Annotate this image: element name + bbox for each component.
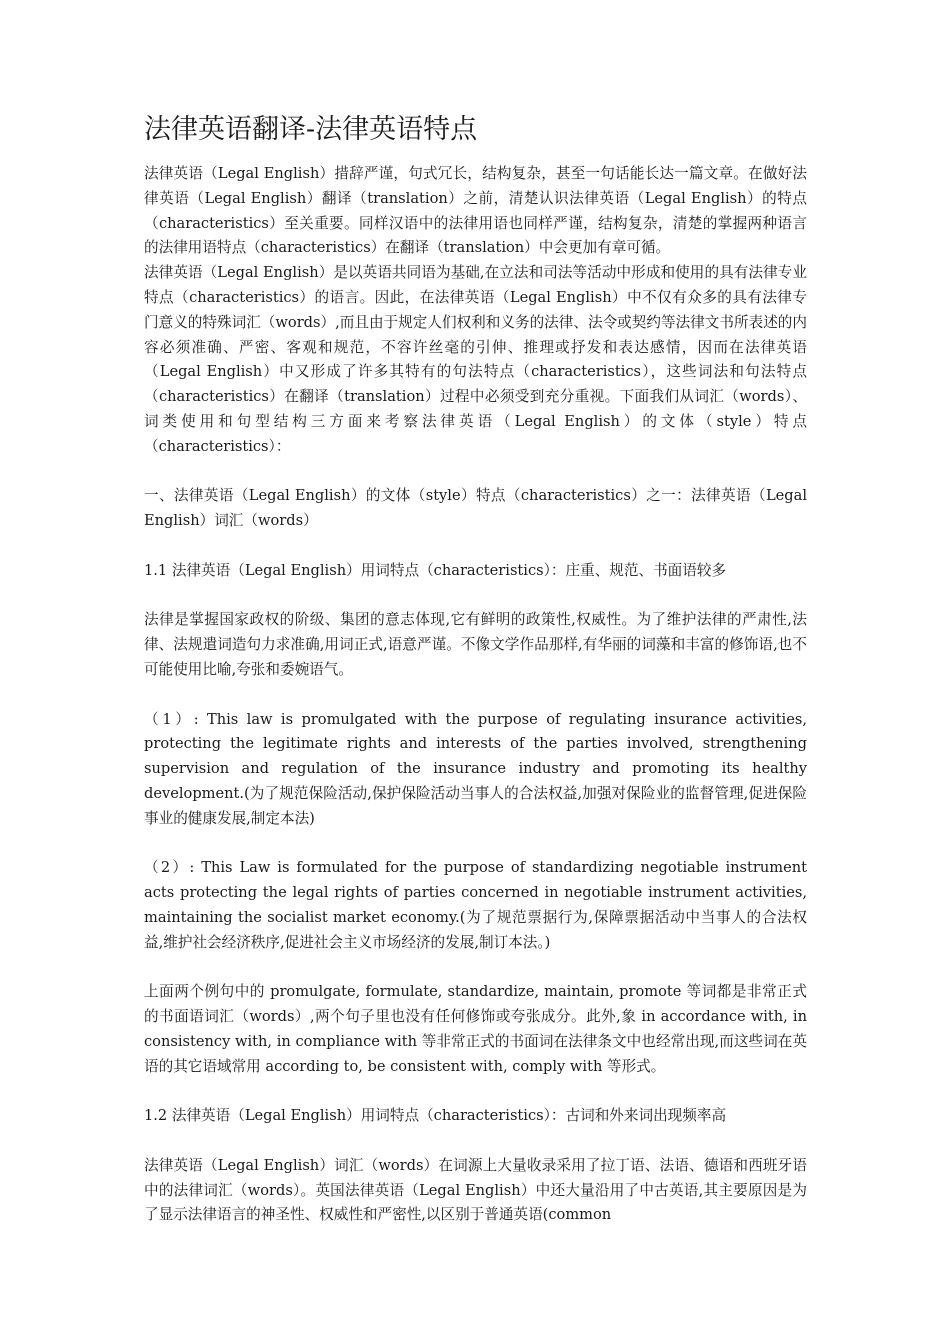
- paragraph: 法律英语（Legal English）词汇（words）在词源上大量收录采用了拉丁语、法语、德语和西班牙语中的法律词汇（words）。英国法律英语（Legal English）中还大量沿用了中古英语,其主要原因是为了显示法律语言的神圣性、权威性和严密性,以区别于普通英语(common: [144, 1156, 807, 1224]
- paragraph: （2）: This Law is formulated for the purpose of standardizing negotiable instrument acts protecting the legal rights of parties concerned in negotiable instrument activities, maintaining the socialist market economy.(为了规范票据行为,保障票据活动中当事人的合法权益,维护社会经济秩序,促进社会主义市场经济的发展,制订本法。): [144, 859, 807, 951]
- paragraph-spacer: [144, 584, 807, 609]
- paragraph-spacer: [144, 1129, 807, 1154]
- paragraph: 一、法律英语（Legal English）的文体（style）特点（characteristics）之一：法律英语（Legal English）词汇（words）: [144, 487, 807, 530]
- paragraph-spacer: [144, 460, 807, 485]
- paragraph-spacer: [144, 1079, 807, 1104]
- paragraph: 1.1 法律英语（Legal English）用词特点（characteristics）：庄重、规范、书面语较多: [144, 561, 727, 579]
- paragraph: 法律是掌握国家政权的阶级、集团的意志体现,它有鲜明的政策性,权威性。为了维护法律的严肃性,法律、法规遣词造句力求准确,用词正式,语意严谨。不像文学作品那样,有华丽的词藻和丰富的修饰语,也不可能使用比喻,夸张和委婉语气。: [144, 611, 807, 678]
- page-title: 法律英语翻译-法律英语特点: [144, 114, 478, 145]
- paragraph: 法律英语（Legal English）是以英语共同语为基础,在立法和司法等活动中形成和使用的具有法律专业特点（characteristics）的语言。因此，在法律英语（Legal English）中不仅有众多的具有法律专门意义的特殊词汇（words）,而且由于规定人们权利和义务的法律、法令或契约等法律文书所表述的内容必须准确、严密、客观和规范，不容许丝毫的引伸、推理或抒发和表达感情，因而在法律英语（Legal English）中又形成了许多其特有的句法特点（characteristics），这些词法和句法特点（characteristics）在翻译（translation）过程中必须受到充分重视。下面我们从词汇（words）、词类使用和句型结构三方面来考察法律英语（Legal English）的文体（style）特点（characteristics）：: [144, 264, 807, 455]
- paragraph-spacer: [144, 956, 807, 981]
- paragraph: 1.2 法律英语（Legal English）用词特点（characteristics）：古词和外来词出现频率高: [144, 1107, 727, 1125]
- paragraph-spacer: [144, 683, 807, 708]
- paragraph: 法律英语（Legal English）措辞严谨，句式冗长，结构复杂，甚至一句话能长达一篇文章。在做好法律英语（Legal English）翻译（translation）之前，清楚认识法律英语（Legal English）的特点（characteristics）至关重要。同样汉语中的法律用语也同样严谨，结构复杂，清楚的掌握两种语言的法律用语特点（characteristics）在翻译（translation）中会更加有章可循。: [144, 165, 807, 257]
- paragraph: 上面两个例句中的 promulgate, formulate, standardize, maintain, promote 等词都是非常正式的书面语词汇（words）,两个句子里也没有任何修饰或夸张成分。此外,象 in accordance with, in consistency with, in compliance with 等非常正式的书面词在法律条文中也经常出现,而这些词在英语的其它语域常用 according to, be consistent with, comply with 等形式。: [144, 983, 807, 1075]
- document-paragraphs: [144, 162, 807, 1228]
- paragraph: （1）: This law is promulgated with the purpose of regulating insurance activities, protecting the legitimate rights and interests of the parties involved, strengthening supervision and regulation of the insurance industry and promoting its healthy development.(为了规范保险活动,保护保险活动当事人的合法权益,加强对保险业的监督管理,促进保险事业的健康发展,制定本法): [144, 710, 807, 827]
- document-body: [144, 112, 807, 1228]
- paragraph-spacer: [144, 534, 807, 559]
- paragraph-spacer: [144, 832, 807, 857]
